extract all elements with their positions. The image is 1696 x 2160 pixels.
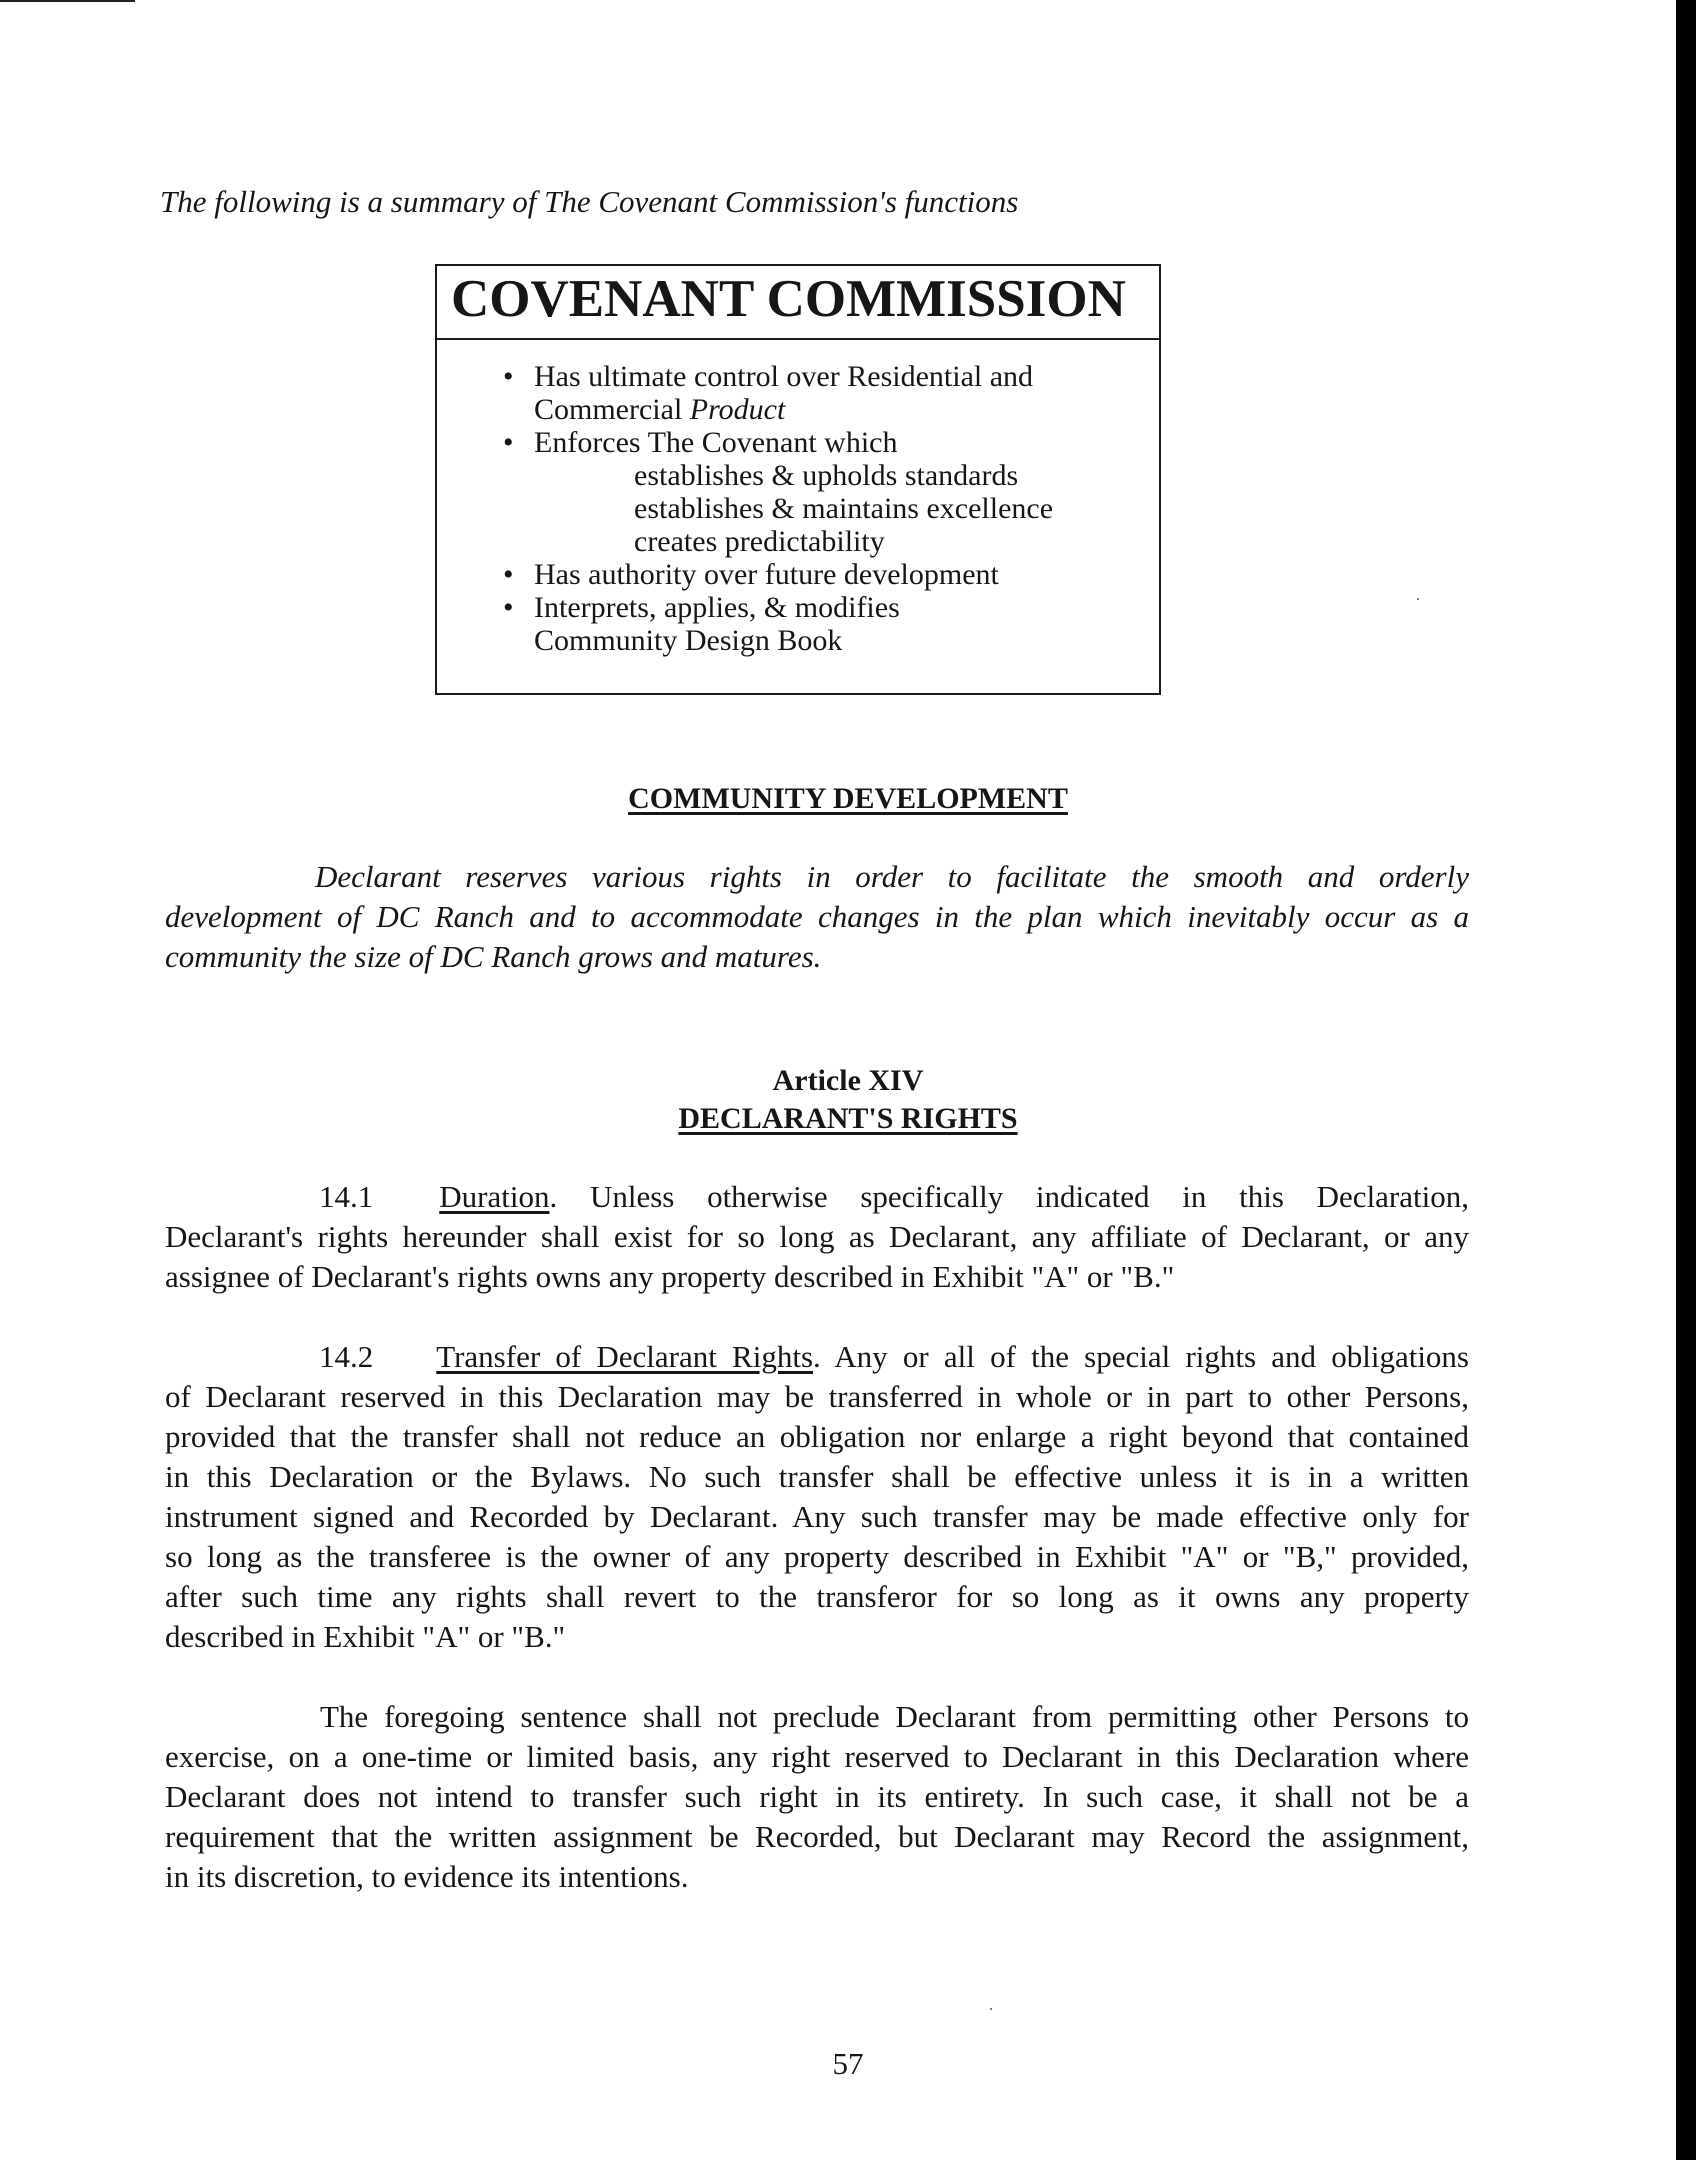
community-development-paragraph [165, 857, 1469, 977]
product-term: Product [689, 393, 786, 426]
paragraph-line: Declarant does not intend to transfer such right in its entirety. In such case, it shall not be a [165, 1779, 1469, 1814]
paragraph-line: so long as the transferee is the owner of any property described in Exhibit "A" or "B," provided, [165, 1539, 1469, 1574]
scan-speck [990, 2008, 992, 2010]
section-heading: Transfer of Declarant Rights [436, 1339, 814, 1374]
page-number: 57 [832, 2046, 864, 2081]
paragraph-line: development of DC Ranch and to accommodate changes in the plan which inevitably occur as a [165, 899, 1469, 934]
section-14-2 [165, 1337, 1469, 1657]
paragraph-line: requirement that the written assignment be Recorded, but Declarant may Record the assignment, [165, 1819, 1469, 1854]
section-number: 14.1 [319, 1179, 374, 1214]
paragraph-line: in its discretion, to evidence its intentions. [165, 1859, 689, 1894]
list-item-continuation: Community Design Book [534, 624, 843, 657]
bullet-icon: • [503, 558, 514, 591]
list-item: • Has authority over future development [503, 558, 999, 591]
list-item-continuation: Commercial Product [534, 393, 786, 426]
list-subitem: establishes & upholds standards [634, 459, 1019, 492]
paragraph-line: 14.1 Duration. Unless otherwise specifically indicated in this Declaration, [319, 1179, 1469, 1214]
paragraph-line: in this Declaration or the Bylaws. No such transfer shall be effective unless it is in a written [165, 1459, 1469, 1494]
bullet-icon: • [503, 360, 514, 393]
article-number: Article XIV [772, 1064, 924, 1097]
section-number: 14.2 [319, 1339, 374, 1374]
section-14-1 [165, 1177, 1469, 1297]
scan-border-mark [0, 0, 135, 2]
paragraph-line: community the size of DC Ranch grows and matures. [165, 939, 822, 974]
covenant-commission-box [435, 264, 1161, 695]
scan-speck [1417, 598, 1419, 600]
paragraph-line: of Declarant reserved in this Declaration may be transferred in whole or in part to other Persons, [165, 1379, 1469, 1414]
paragraph-line: 14.2 Transfer of Declarant Rights. Any or all of the special rights and obligations [319, 1339, 1469, 1374]
paragraph-line: The foregoing sentence shall not preclude Declarant from permitting other Persons to [320, 1699, 1469, 1734]
list-subitem: creates predictability [634, 525, 885, 558]
list-item: • Has ultimate control over Residential and [503, 360, 1034, 393]
section-heading: Duration [439, 1179, 550, 1214]
paragraph-line: assignee of Declarant's rights owns any property described in Exhibit "A" or "B." [165, 1259, 1175, 1294]
paragraph-line: Declarant reserves various rights in order to facilitate the smooth and orderly [315, 859, 1469, 894]
covenant-function-list [503, 360, 1053, 657]
intro-text: The following is a summary of The Covenant Commission's functions [160, 184, 1019, 219]
community-development-heading: COMMUNITY DEVELOPMENT [628, 782, 1068, 815]
list-item: • Interprets, applies, & modifies [503, 591, 900, 624]
paragraph-line: described in Exhibit "A" or "B." [165, 1619, 566, 1654]
paragraph-line: after such time any rights shall revert to the transferor for so long as it owns any property [165, 1579, 1469, 1614]
paragraph-line: exercise, on a one-time or limited basis, any right reserved to Declarant in this Declaration where [165, 1739, 1469, 1774]
paragraph-line: provided that the transfer shall not reduce an obligation nor enlarge a right beyond that contained [165, 1419, 1469, 1454]
list-subitem: establishes & maintains excellence [634, 492, 1054, 525]
article-title: DECLARANT'S RIGHTS [678, 1102, 1018, 1135]
bullet-icon: • [503, 426, 514, 459]
paragraph-line: instrument signed and Recorded by Declarant. Any such transfer may be made effective only for [165, 1499, 1469, 1534]
foregoing-paragraph [165, 1697, 1469, 1897]
paragraph-line: Declarant's rights hereunder shall exist for so long as Declarant, any affiliate of Declarant, or any [165, 1219, 1469, 1254]
list-item: • Enforces The Covenant which [503, 426, 898, 459]
bullet-icon: • [503, 591, 514, 624]
covenant-commission-title: COVENANT COMMISSION [437, 266, 1159, 340]
